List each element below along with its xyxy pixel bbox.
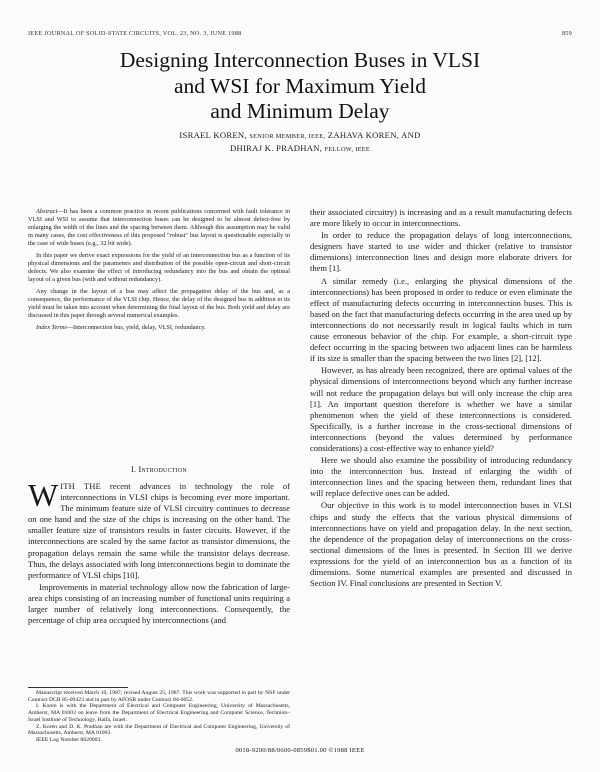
title-line-3: and Minimum Delay <box>210 99 390 123</box>
author-block <box>60 130 540 155</box>
author-3-membership: FELLOW, IEEE <box>324 145 371 153</box>
page-number: 859 <box>561 30 572 37</box>
section-heading-introduction: I. Introduction <box>131 465 187 474</box>
author-1-membership: SENIOR MEMBER, IEEE, <box>249 133 326 140</box>
abstract-p1: Abstract—It has been a common practice in recent publications concerned with fault tolerance in VLSI and WSI to assume that interconnection buses can be designed to be almost defect-free by enlarging the width of the lines and the spacing between them. Although this assumption may be valid in many cases, the cost effectiveness of this proposed "robust" bus layout is questionable especially in the case of wide buses (e.g., 32 bit wide). <box>28 208 290 247</box>
right-p3: However, as has already been recognized, there are optimal values of the physical dimensions of interconnections beyond which any further increase will not reduce the propagation delays but will only increase the chip area [1]. An important question therefore is whether we have a similar phenomenon when the yield of these interconnections is considered. Specifically, is a further increase in the cross-sectional dimensions of interconnections (beyond the values determined by performance considerations) a cost-effective way to enhance yield? <box>310 365 572 453</box>
abstract-p2: In this paper we derive exact expressions for the yield of an interconnection bus as a function of its physical dimensions and the parameters and distribution of the possible open-circuit and short-circuit defects. We also examine the effect of introducing redundancy into the bus and obtain the optimal layout of a given bus (with and without redundancy). <box>28 252 290 283</box>
author-dhiraj-pradhan: DHIRAJ K. PRADHAN, <box>229 142 323 153</box>
abstract-label: Abstract <box>36 208 58 215</box>
journal-header: IEEE JOURNAL OF SOLID-STATE CIRCUITS, VOL. 23, NO. 3, JUNE 1988 <box>28 30 242 37</box>
footnotes <box>28 690 290 744</box>
right-p0: their associated circuitry) is increasing and as a result manufacturing defects are more likely to occur in interconnections. <box>310 207 572 229</box>
intro-lead-caps: ITH THE <box>60 481 101 491</box>
right-p1: In order to reduce the propagation delays of long interconnections, designers have started to use wider and thicker (relative to transistor dimensions) interconnection lines and design more elaborate drivers for them [1]. <box>310 230 572 274</box>
author-line-2 <box>60 143 540 156</box>
footnote-divider <box>28 687 128 688</box>
index-terms-label: Index Terms <box>36 324 67 331</box>
author-line-1 <box>60 130 540 143</box>
footnote-manuscript: Manuscript received March 10, 1987; revised August 25, 1987. This work was supported in part by NSF under Contract DCR 85-09423 and in part by AFOSR under Contract 84-0052. <box>28 690 290 703</box>
abstract-p3: Any change in the layout of a bus may affect the propagation delay of the bus and, as a consequence, the performance of the VLSI chip. Hence, the delay of the designed bus in addition to its yield must be taken into account when determining the final layout of the bus. Both yield and delay are discussed in this paper through several numerical examples. <box>28 288 290 319</box>
title-line-1: Designing Interconnection Buses in VLSI <box>119 48 481 72</box>
author-zahava-koren: ZAHAVA KOREN, <box>327 130 400 140</box>
footnote-koren-i: I. Koren is with the Department of Electrical and Computer Engineering, University of Massachusetts, Amherst, MA 01003 on leave from the Department of Electrical Engineering and Computer Science, Technion–Israel Institute of Technology, Haifa, Israel. <box>28 703 290 723</box>
drop-cap: W <box>28 477 59 513</box>
right-p5: Our objective in this work is to model interconnection buses in VLSI chips and study the effects that the various physical dimensions of interconnections have on yield and propagation delay. In the next section, the dependence of the propagation delay of interconnections on the cross-sectional dimensions of the lines is presented. In Section III we derive expressions for the yield of an interconnection bus as a function of its dimensions. Some numerical examples are presented and discussed in Section IV. Final conclusions are presented in Section V. <box>310 500 572 589</box>
footnote-koren-pradhan: Z. Koren and D. K. Pradhan are with the Department of Electrical and Computer Engineering, University of Massachusetts, Amherst, MA 01003. <box>28 723 290 737</box>
author-israel-koren: ISRAEL KOREN, <box>179 130 247 140</box>
right-column-text <box>310 207 572 589</box>
paper-title <box>40 48 560 125</box>
running-header <box>28 30 572 37</box>
copyright-footer: 0018-9200/88/0600-0859$01.00 ©1988 IEEE <box>235 747 365 754</box>
title-line-2: and WSI for Maximum Yield <box>174 73 426 98</box>
author-conjunction: AND <box>401 130 421 140</box>
footnote-log-number: IEEE Log Number 8820003. <box>36 736 102 743</box>
right-p2: A similar remedy (i.e., enlarging the physical dimensions of the interconnections) has been proposed in order to reduce or even eliminate the effect of manufacturing defects occurring in interconnection buses. This is based on the fact that manufacturing defects occurring in the area used up by interconnections do not necessarily result in logical faults which in turn cause erroneous behavior of the chip. For example, a short-circuit type defect occurring in the spacing between two adjacent lines can be harmless if its size is smaller than the spacing between the two lines [2], [12]. <box>310 275 572 364</box>
intro-p1: WITH THE recent advances in technology the role of interconnections in VLSI chips is becoming ever more important. The minimum feature size of VLSI circuitry continues to decrease on one hand and the size of the chips is increasing on the other hand. The smaller feature size of transistors results in faster circuits. However, if the interconnections are scaled by the same factor as transistor dimensions, the propagation delays remain the same while the transistor delays decrease. Thus, the delays associated with long interconnections begin to dominate the performance of VLSI chips [10]. <box>28 477 290 580</box>
right-p4: Here we should also examine the possibility of introducing redundancy into the interconnection bus. Instead of enlarging the width of interconnection lines and the spacing between them, redundant lines that will replace defective ones can be added. <box>310 455 572 499</box>
abstract <box>28 208 290 336</box>
index-terms: Index Terms—Interconnection bus, yield, delay, VLSI, redundancy. <box>36 324 206 331</box>
introduction-text <box>28 477 290 626</box>
intro-p2: Improvements in material technology allow now the fabrication of large-area chips consisting of an increasing number of functional units requiring a larger number of relatively long interconnections. Consequently, the percentage of chip area occupied by interconnections (and <box>28 581 290 626</box>
